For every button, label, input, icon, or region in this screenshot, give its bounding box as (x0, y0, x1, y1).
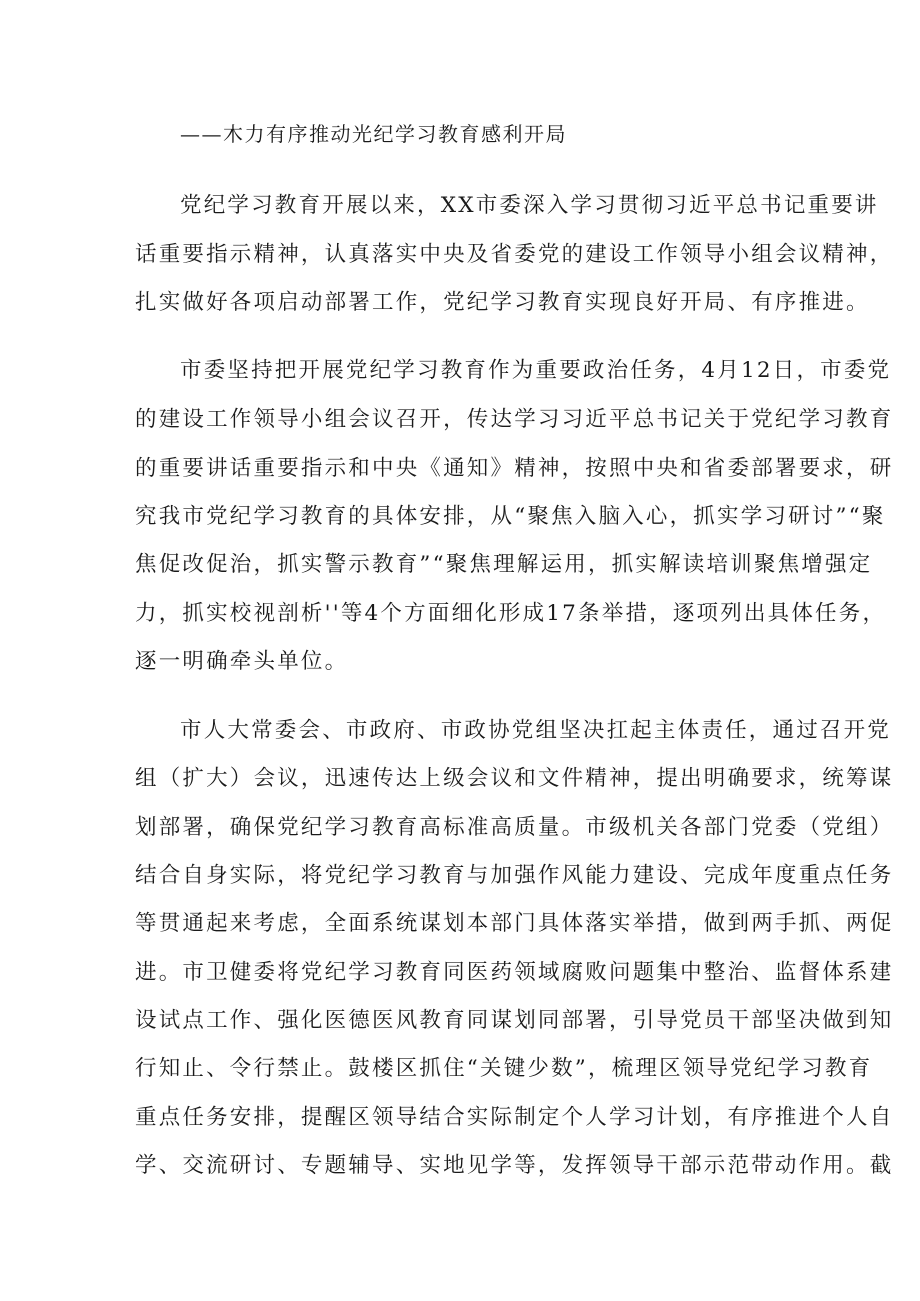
paragraph-3-line-2: 组（扩大）会议，迅速传达上级会议和文件精神，提出明确要求，统筹谋 (135, 766, 894, 791)
paragraph-2-line-4: 究我市党纪学习教育的具体安排，从“聚焦入脑入心，抓实学习研讨”“聚 (135, 504, 886, 529)
paragraph-3-line-7: 设试点工作、强化医德医风教育同谋划同部署，引导党员干部坚决做到知 (135, 1008, 894, 1033)
paragraph-3-line-8: 行知止、令行禁止。鼓楼区抓住“关键少数”，梳理区领导党纪学习教育 (135, 1056, 873, 1081)
paragraph-3-line-4: 结合自身实际，将党纪学习教育与加强作风能力建设、完成年度重点任务 (135, 863, 894, 888)
paragraph-1-line-2: 话重要指示精神，认真落实中央及省委党的建设工作领导小组会议精神， (135, 242, 894, 267)
paragraph-2-line-2: 的建设工作领导小组会议召开，传达学习习近平总书记关于党纪学习教育 (135, 407, 894, 432)
paragraph-3-line-1: 市人大常委会、市政府、市政协党组坚决扛起主体责任，通过召开党 (180, 718, 892, 743)
paragraph-3-line-9: 重点任务安排，提醒区领导结合实际制定个人学习计划，有序推进个人自 (135, 1105, 894, 1130)
paragraph-3-line-5: 等贯通起来考虑，全面系统谋划本部门具体落实举措，做到两手抓、两促 (135, 911, 894, 936)
paragraph-2-line-1: 市委坚持把开展党纪学习教育作为重要政治任务，4月12日，市委党 (180, 358, 892, 383)
paragraph-3-line-6: 进。市卫健委将党纪学习教育同医药领域腐败问题集中整治、监督体系建 (135, 960, 894, 985)
paragraph-2-line-5: 焦促改促治，抓实警示教育”“聚焦理解运用，抓实解读培训聚焦增强定 (135, 552, 873, 577)
paragraph-1-line-1: 党纪学习教育开展以来，XX市委深入学习贯彻习近平总书记重要讲 (180, 193, 879, 218)
paragraph-3-line-3: 划部署，确保党纪学习教育高标准高质量。市级机关各部门党委（党组） (135, 815, 894, 840)
paragraph-2-line-6: 力，抓实校视剖析''等4个方面细化形成17条举措，逐项列出具体任务， (135, 601, 887, 626)
document-subtitle: ——木力有序推动光纪学习教育感利开局 (180, 122, 567, 146)
paragraph-1-line-3: 扎实做好各项启动部署工作，党纪学习教育实现良好开局、有序推进。 (135, 290, 870, 315)
paragraph-2-line-7: 逐一明确牵头单位。 (135, 649, 349, 674)
paragraph-3-line-10: 学、交流研讨、专题辅导、实地见学等，发挥领导干部示范带动作用。截 (135, 1153, 894, 1178)
paragraph-2-line-3: 的重要讲话重要指示和中央《通知》精神，按照中央和省委部署要求，研 (135, 456, 894, 481)
